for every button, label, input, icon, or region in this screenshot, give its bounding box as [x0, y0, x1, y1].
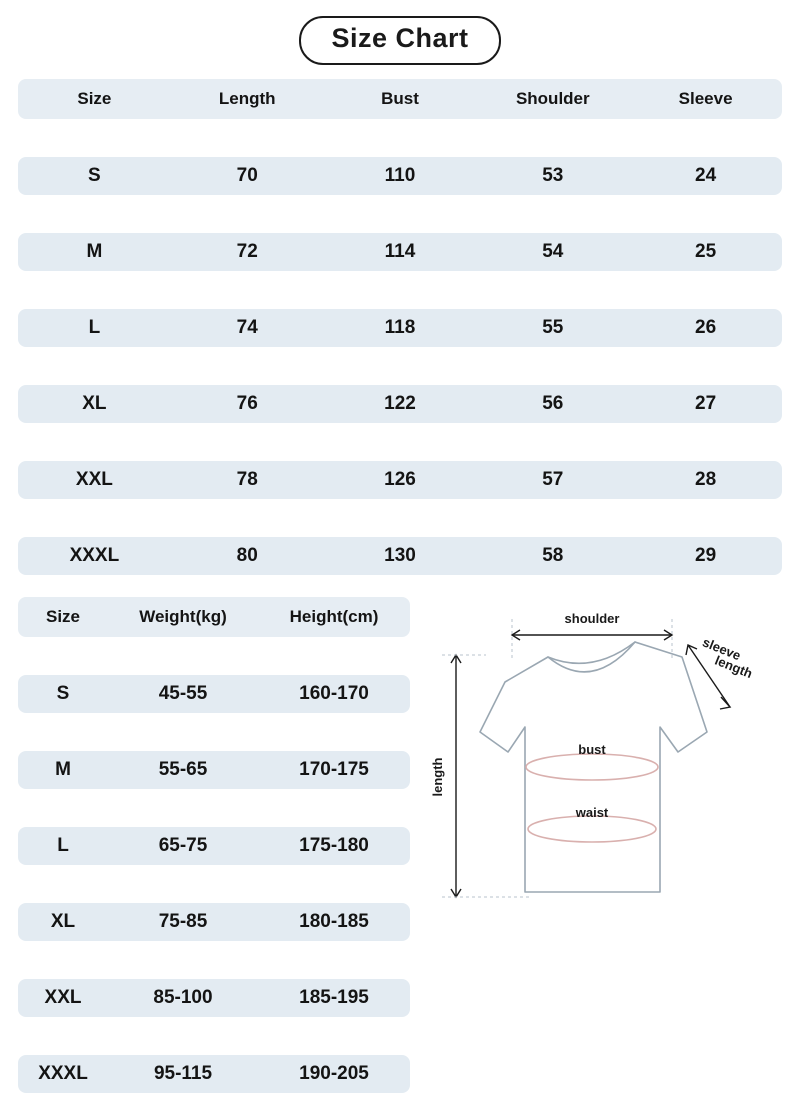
- cell-sleeve: 28: [629, 461, 782, 499]
- cell-shoulder: 57: [476, 461, 629, 499]
- table-spacer: [18, 865, 410, 903]
- table-row: [18, 979, 410, 1017]
- label-waist: waist: [575, 804, 609, 820]
- cell-weight: 75-85: [108, 903, 258, 941]
- column-header-sleeve: Sleeve: [629, 79, 782, 119]
- spacer-cell: [18, 195, 782, 233]
- cell-shoulder: 56: [476, 385, 629, 423]
- table-row: [18, 751, 410, 789]
- label-sleeve-line1: sleeve: [700, 634, 743, 663]
- cell-bust: 122: [324, 385, 477, 423]
- table-header-row: [18, 79, 782, 119]
- cell-height: 175-180: [258, 827, 410, 865]
- table-spacer: [18, 789, 410, 827]
- table-row: [18, 675, 410, 713]
- spacer-cell: [18, 347, 782, 385]
- table-row: [18, 233, 782, 271]
- cell-length: 78: [171, 461, 324, 499]
- cell-length: 76: [171, 385, 324, 423]
- column-header-size: Size: [18, 597, 108, 637]
- cell-size: XXXL: [18, 1055, 108, 1093]
- spacer-cell: [18, 713, 410, 751]
- table-header-row: [18, 597, 410, 637]
- cell-height: 185-195: [258, 979, 410, 1017]
- table-spacer: [18, 713, 410, 751]
- cell-size: M: [18, 233, 171, 271]
- spacer-cell: [18, 1017, 410, 1055]
- table-spacer: [18, 271, 782, 309]
- cell-bust: 118: [324, 309, 477, 347]
- table-row: [18, 309, 782, 347]
- cell-size: S: [18, 675, 108, 713]
- cell-shoulder: 53: [476, 157, 629, 195]
- table-spacer: [18, 941, 410, 979]
- table-row: [18, 827, 410, 865]
- table-spacer: [18, 499, 782, 537]
- cell-sleeve: 29: [629, 537, 782, 575]
- page-title: Size Chart: [299, 16, 500, 65]
- cell-height: 170-175: [258, 751, 410, 789]
- table-row: [18, 385, 782, 423]
- column-header-bust: Bust: [324, 79, 477, 119]
- label-length: length: [430, 757, 445, 797]
- cell-size: XXL: [18, 461, 171, 499]
- table-spacer: [18, 1017, 410, 1055]
- bottom-section: [0, 597, 800, 1093]
- cell-height: 160-170: [258, 675, 410, 713]
- cell-sleeve: 25: [629, 233, 782, 271]
- spacer-cell: [18, 637, 410, 675]
- label-sleeve-line2: length: [712, 652, 755, 681]
- table-spacer: [18, 195, 782, 233]
- garment-diagram: [420, 597, 782, 1093]
- cell-size: L: [18, 827, 108, 865]
- cell-bust: 114: [324, 233, 477, 271]
- spacer-cell: [18, 423, 782, 461]
- table-row: [18, 461, 782, 499]
- cell-sleeve: 27: [629, 385, 782, 423]
- cell-length: 80: [171, 537, 324, 575]
- cell-size: XL: [18, 385, 171, 423]
- cell-bust: 126: [324, 461, 477, 499]
- cell-bust: 130: [324, 537, 477, 575]
- label-shoulder: shoulder: [564, 610, 620, 626]
- size-chart-table: [18, 79, 782, 575]
- tshirt-outline: [480, 642, 707, 892]
- spacer-cell: [18, 119, 782, 157]
- cell-size: XXXL: [18, 537, 171, 575]
- cell-height: 180-185: [258, 903, 410, 941]
- cell-weight: 55-65: [108, 751, 258, 789]
- table-spacer: [18, 119, 782, 157]
- table-row: [18, 537, 782, 575]
- spacer-cell: [18, 499, 782, 537]
- table-spacer: [18, 347, 782, 385]
- cell-size: M: [18, 751, 108, 789]
- cell-weight: 65-75: [108, 827, 258, 865]
- cell-sleeve: 24: [629, 157, 782, 195]
- cell-height: 190-205: [258, 1055, 410, 1093]
- page-title-container: [0, 16, 800, 65]
- column-header-length: Length: [171, 79, 324, 119]
- size-chart-header: [18, 79, 782, 119]
- cell-weight: 95-115: [108, 1055, 258, 1093]
- body-measurement-body: [18, 637, 410, 1093]
- cell-length: 74: [171, 309, 324, 347]
- body-measurement-table: [18, 597, 410, 1093]
- spacer-cell: [18, 941, 410, 979]
- length-guides: [442, 655, 530, 897]
- cell-bust: 110: [324, 157, 477, 195]
- column-header-size: Size: [18, 79, 171, 119]
- cell-length: 70: [171, 157, 324, 195]
- collar-line: [548, 642, 635, 672]
- column-header-weight: Weight(kg): [108, 597, 258, 637]
- table-spacer: [18, 423, 782, 461]
- cell-shoulder: 58: [476, 537, 629, 575]
- shoulder-dimension: [512, 630, 672, 640]
- spacer-cell: [18, 865, 410, 903]
- cell-size: L: [18, 309, 171, 347]
- spacer-cell: [18, 789, 410, 827]
- cell-shoulder: 55: [476, 309, 629, 347]
- cell-size: XL: [18, 903, 108, 941]
- table-row: [18, 157, 782, 195]
- table-row: [18, 903, 410, 941]
- column-header-height: Height(cm): [258, 597, 410, 637]
- label-bust: bust: [578, 741, 606, 757]
- bust-ellipse: [526, 754, 658, 780]
- length-dimension: [451, 655, 461, 897]
- size-chart-body: [18, 119, 782, 575]
- cell-size: S: [18, 157, 171, 195]
- body-measurement-header: [18, 597, 410, 637]
- cell-sleeve: 26: [629, 309, 782, 347]
- spacer-cell: [18, 271, 782, 309]
- tshirt-measurement-illustration: [420, 597, 780, 927]
- table-spacer: [18, 637, 410, 675]
- table-row: [18, 1055, 410, 1093]
- cell-weight: 85-100: [108, 979, 258, 1017]
- cell-shoulder: 54: [476, 233, 629, 271]
- cell-weight: 45-55: [108, 675, 258, 713]
- cell-length: 72: [171, 233, 324, 271]
- column-header-shoulder: Shoulder: [476, 79, 629, 119]
- cell-size: XXL: [18, 979, 108, 1017]
